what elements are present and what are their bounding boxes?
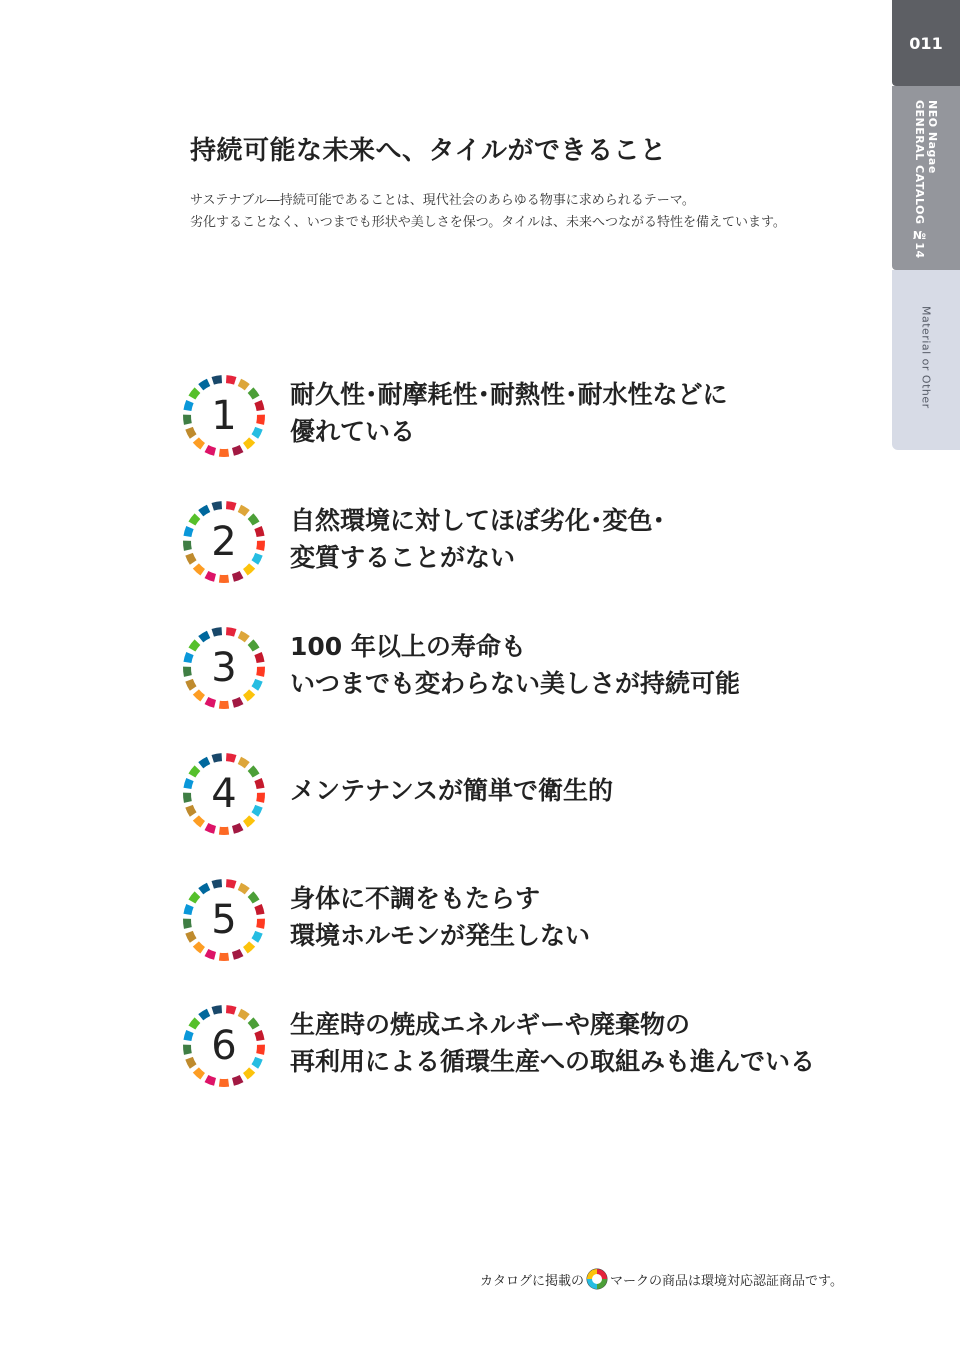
feature-number: 4 (211, 771, 237, 817)
feature-line-2: 再利用による循環生産への取組みも進んでいる (290, 1047, 816, 1076)
intro-line-2: 劣化することなく、いつまでも形状や美しさを保つ。タイルは、未来へつながる特性を備えています。 (190, 215, 786, 230)
section-label: Material or Other (919, 306, 933, 409)
feature-text (290, 376, 728, 450)
feature-item-1 (180, 372, 880, 462)
feature-number: 3 (211, 645, 237, 691)
feature-number: 5 (211, 897, 237, 943)
feature-text (290, 880, 590, 954)
footer-note (480, 1268, 843, 1290)
feature-text (290, 502, 665, 576)
feature-item-6 (180, 1002, 880, 1092)
feature-item-5 (180, 876, 880, 966)
feature-text (290, 628, 740, 702)
footer-text-before: カタログに掲載の (480, 1273, 585, 1289)
feature-line-2: 優れている (290, 417, 416, 446)
feature-text (290, 772, 613, 809)
feature-line-1: 100 年以上の寿命も (290, 632, 526, 661)
feature-text (290, 1006, 815, 1080)
catalog-label-line2: GENERAL CATALOG №14 (913, 100, 926, 259)
feature-item-3 (180, 624, 880, 714)
feature-number: 6 (211, 1023, 237, 1069)
intro-text (190, 190, 850, 234)
feature-number: 1 (211, 393, 237, 439)
page-number: 011 (909, 33, 943, 53)
feature-line-1: 耐久性･耐摩耗性･耐熱性･耐水性などに (290, 380, 728, 409)
page-title: 持続可能な未来へ、タイルができること (190, 136, 667, 166)
section-tab-material[interactable] (892, 270, 960, 450)
intro-line-1: サステナブル―持続可能であることは、現代社会のあらゆる物事に求められるテーマ。 (190, 193, 695, 208)
feature-item-4 (180, 750, 880, 840)
feature-line-1: メンテナンスが簡単で衛生的 (290, 776, 614, 805)
page-number-tab (892, 0, 960, 86)
catalog-tab[interactable] (892, 86, 960, 270)
catalog-label (913, 100, 939, 259)
feature-line-1: 自然環境に対してほぼ劣化･変色･ (290, 506, 666, 535)
feature-line-2: 環境ホルモンが発生しない (290, 921, 591, 950)
feature-line-1: 生産時の焼成エネルギーや廃棄物の (290, 1010, 691, 1039)
feature-item-2 (180, 498, 880, 588)
feature-line-1: 身体に不調をもたらす (290, 884, 541, 913)
feature-line-2: いつまでも変わらない美しさが持続可能 (290, 669, 741, 698)
catalog-label-line1: NEO Nagae (926, 100, 939, 174)
feature-line-2: 変質することがない (290, 543, 516, 572)
feature-number: 2 (211, 519, 237, 565)
eco-mark-icon (586, 1268, 608, 1290)
footer-text-after: マークの商品は環境対応認証商品です。 (610, 1273, 843, 1289)
